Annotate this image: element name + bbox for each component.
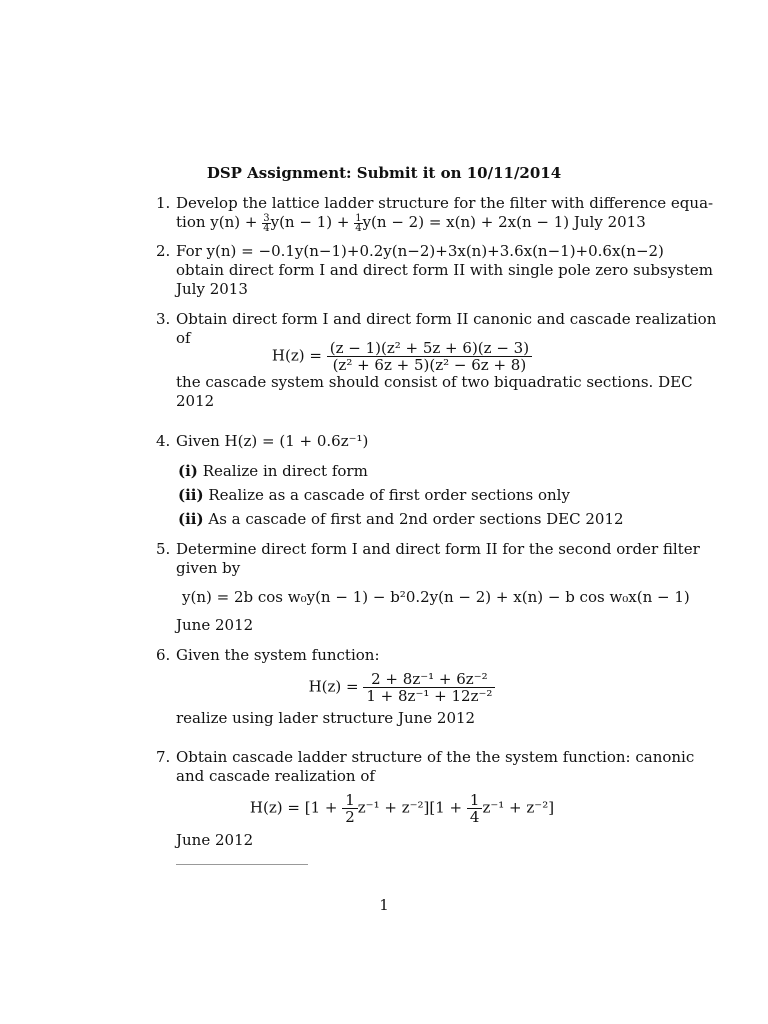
question-text: obtain direct form I and direct form II with single pole zero subsystem (176, 261, 713, 279)
question-1 (156, 194, 714, 234)
sub-question-list (176, 462, 628, 529)
fraction: $\frac{1}{4}$ (467, 792, 483, 825)
question-3 (156, 310, 717, 411)
system-function-equation: H(z) = $\frac{\text{2 + 8z⁻¹ + 6z⁻²}}{\text{1 + 8z⁻¹ + 12z⁻²}}$ (176, 671, 628, 704)
sub-question: (ii) Realize as a cascade of first order sections only (178, 486, 570, 504)
question-text: the cascade system should consist of two biquadratic sections. DEC (176, 373, 693, 391)
page-number: 1 (379, 896, 389, 914)
question-number: 5. (156, 540, 171, 558)
fraction: $\frac{\text{(z − 1)(z² + 5z + 6)(z − 3)}}{\text{(z² + 6z + 5)(z² − 6z + 8)}}$ (327, 340, 532, 373)
question-number: 6. (156, 646, 171, 664)
question-number: 7. (156, 748, 171, 766)
question-text: June 2012 (176, 616, 254, 634)
cascade-equation: H(z) = [1 + $\frac{1}{2}$ z⁻¹ + z⁻²][1 + $\frac{1}{4}$ z⁻¹ + z⁻²] (249, 791, 555, 826)
filter-equation: y(n) = 2b cos w₀y(n − 1) − b²0.2y(n − 2) + x(n) − b cos w₀x(n − 1) (182, 588, 690, 606)
difference-equation: tion y(n) + $\frac{3}{4}$ y(n − 1) + $\frac{1}{4}$ y(n − 2) = x(n) + 2x(n − 1) July 2013 (176, 212, 646, 234)
question-2 (156, 242, 713, 299)
question-text: Obtain cascade ladder structure of the the system function: canonic (176, 748, 695, 766)
question-text: Determine direct form I and direct form II for the second order filter (176, 540, 700, 558)
question-6 (156, 646, 628, 728)
question-number: 2. (156, 242, 171, 260)
question-text: Develop the lattice ladder structure for the filter with difference equa- (176, 194, 714, 212)
sub-question: (ii) As a cascade of first and 2nd order sections DEC 2012 (178, 510, 624, 528)
transfer-function-equation: H(z) = $\frac{\text{(z − 1)(z² + 5z + 6)(z − 3)}}{\text{(z² + 6z + 5)(z² − 6z + 8)}}$ (176, 340, 628, 373)
question-text: of (176, 329, 191, 347)
question-number: 1. (156, 194, 171, 212)
question-text: Given the system function: (176, 646, 380, 664)
sub-question: (i) Realize in direct form (178, 462, 368, 480)
question-text: given by (176, 559, 241, 577)
fraction: $\frac{1}{2}$ (342, 792, 358, 825)
fraction: $\frac{1}{4}$ (355, 212, 362, 234)
question-text: Given H(z) = (1 + 0.6z⁻¹) (176, 432, 369, 450)
question-number: 4. (156, 432, 171, 450)
question-7 (156, 748, 695, 850)
fraction: $\frac{\text{2 + 8z⁻¹ + 6z⁻²}}{\text{1 + 8z⁻¹ + 12z⁻²}}$ (363, 671, 495, 704)
question-text: June 2012 (176, 831, 254, 849)
question-text: Obtain direct form I and direct form II canonic and cascade realization (176, 310, 717, 328)
question-text: July 2013 (176, 280, 248, 298)
footnote-rule (176, 864, 308, 865)
assignment-title: DSP Assignment: Submit it on 10/11/2014 (206, 164, 562, 182)
question-text: 2012 (176, 392, 215, 410)
fraction: $\frac{3}{4}$ (263, 212, 270, 234)
question-5 (156, 540, 700, 635)
question-number: 3. (156, 310, 171, 328)
question-4 (156, 432, 628, 529)
question-text: and cascade realization of (176, 767, 375, 785)
question-text: realize using lader structure June 2012 (176, 709, 476, 727)
question-text: For y(n) = −0.1y(n−1)+0.2y(n−2)+3x(n)+3.6x(n−1)+0.6x(n−2) (176, 242, 664, 260)
